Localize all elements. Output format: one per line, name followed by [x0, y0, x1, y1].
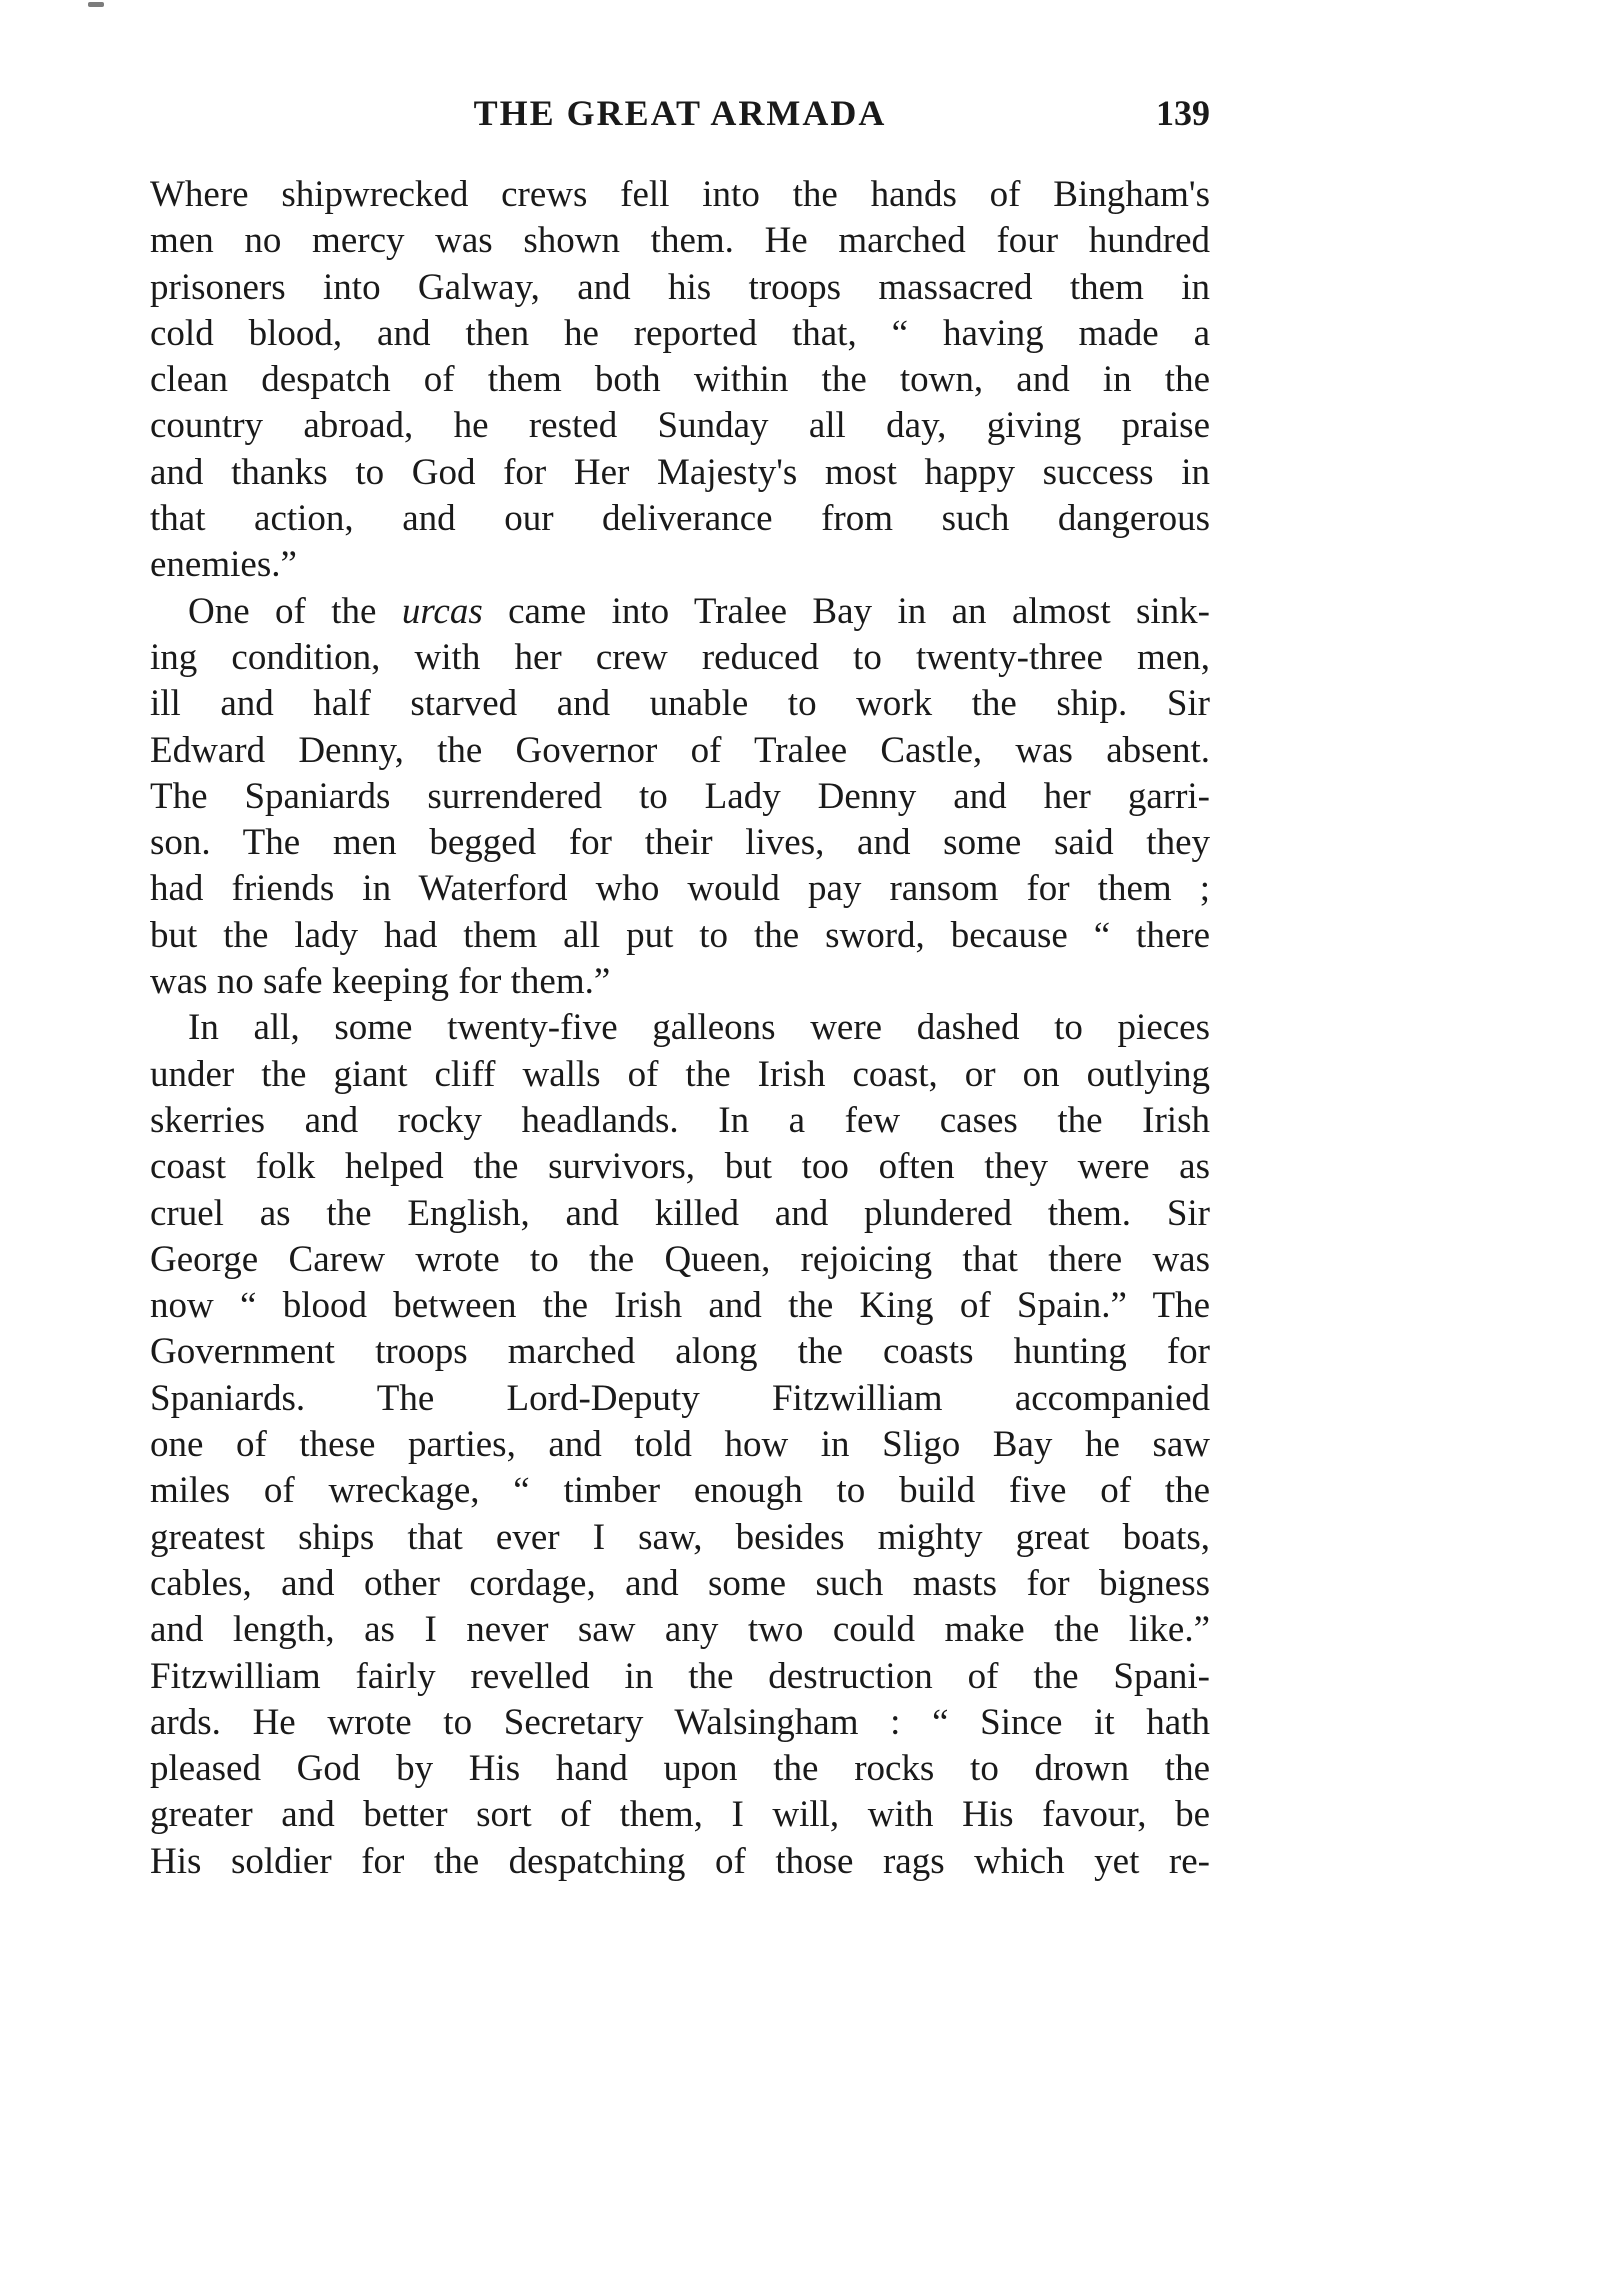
text-line: son. The men begged for their lives, and some said they — [150, 822, 1210, 864]
text-line: pleased God by His hand upon the rocks to drown the — [150, 1748, 1210, 1790]
text-line: now “ blood between the Irish and the King of Spain.” The — [150, 1285, 1210, 1327]
running-title: THE GREAT ARMADA — [473, 93, 887, 133]
text-line: and length, as I never saw any two could make the like.” — [150, 1609, 1210, 1651]
page-number: 139 — [1156, 93, 1210, 133]
text-line: cold blood, and then he reported that, “ having made a — [150, 312, 1210, 354]
text-line: but the lady had them all put to the sword, because “ there — [150, 914, 1210, 956]
text-line: was no safe keeping for them.” — [150, 961, 611, 1003]
paragraph — [150, 172, 1210, 589]
text-line: under the giant cliff walls of the Irish coast, or on outlying — [150, 1053, 1210, 1095]
text-line: skerries and rocky headlands. In a few cases the Irish — [150, 1099, 1210, 1141]
text-line: ill and half starved and unable to work the ship. Sir — [150, 683, 1210, 725]
text-line: ing condition, with her crew reduced to twenty-three men, — [150, 636, 1210, 678]
text-line: In all, some twenty-five galleons were dashed to pieces — [188, 1007, 1210, 1049]
paragraph — [150, 589, 1210, 1006]
text-line: cables, and other cordage, and some such masts for bigness — [150, 1562, 1210, 1604]
print-speck — [88, 2, 104, 7]
text-line: men no mercy was shown them. He marched four hundred — [150, 220, 1210, 262]
text-line: had friends in Waterford who would pay ransom for them ; — [150, 868, 1210, 910]
text-line: country abroad, he rested Sunday all day, giving praise — [150, 405, 1210, 447]
text-line: and thanks to God for Her Majesty's most happy success in — [150, 451, 1210, 493]
text-line: Edward Denny, the Governor of Tralee Castle, was absent. — [150, 729, 1210, 771]
text-line: clean despatch of them both within the town, and in the — [150, 359, 1210, 401]
paragraph — [150, 1005, 1210, 1885]
text-line: greatest ships that ever I saw, besides mighty great boats, — [150, 1516, 1210, 1558]
text-line: One of the urcas came into Tralee Bay in an almost sink- — [188, 590, 1210, 632]
text-line: one of these parties, and told how in Sligo Bay he saw — [150, 1424, 1210, 1466]
text-line: that action, and our deliverance from such dangerous — [150, 498, 1210, 540]
text-line: ards. He wrote to Secretary Walsingham : “ Since it hath — [150, 1701, 1210, 1743]
body-text — [150, 172, 1210, 1885]
text-line: prisoners into Galway, and his troops massacred them in — [150, 266, 1210, 308]
text-line: greater and better sort of them, I will, with His favour, be — [150, 1794, 1210, 1836]
text-line: enemies.” — [150, 544, 297, 586]
text-line: miles of wreckage, “ timber enough to build five of the — [150, 1470, 1210, 1512]
text-line: cruel as the English, and killed and plundered them. Sir — [150, 1192, 1210, 1234]
text-line: Fitzwilliam fairly revelled in the destruction of the Spani- — [150, 1655, 1210, 1697]
text-line: coast folk helped the survivors, but too often they were as — [150, 1146, 1210, 1188]
text-line: His soldier for the despatching of those rags which yet re- — [150, 1840, 1210, 1882]
page-header — [150, 92, 1210, 142]
text-line: George Carew wrote to the Queen, rejoicing that there was — [150, 1238, 1210, 1280]
text-line: Government troops marched along the coasts hunting for — [150, 1331, 1210, 1373]
text-line: The Spaniards surrendered to Lady Denny and her garri- — [150, 775, 1210, 817]
text-line: Spaniards. The Lord-Deputy Fitzwilliam accompanied — [150, 1377, 1210, 1419]
text-line: Where shipwrecked crews fell into the hands of Bingham's — [150, 174, 1210, 215]
